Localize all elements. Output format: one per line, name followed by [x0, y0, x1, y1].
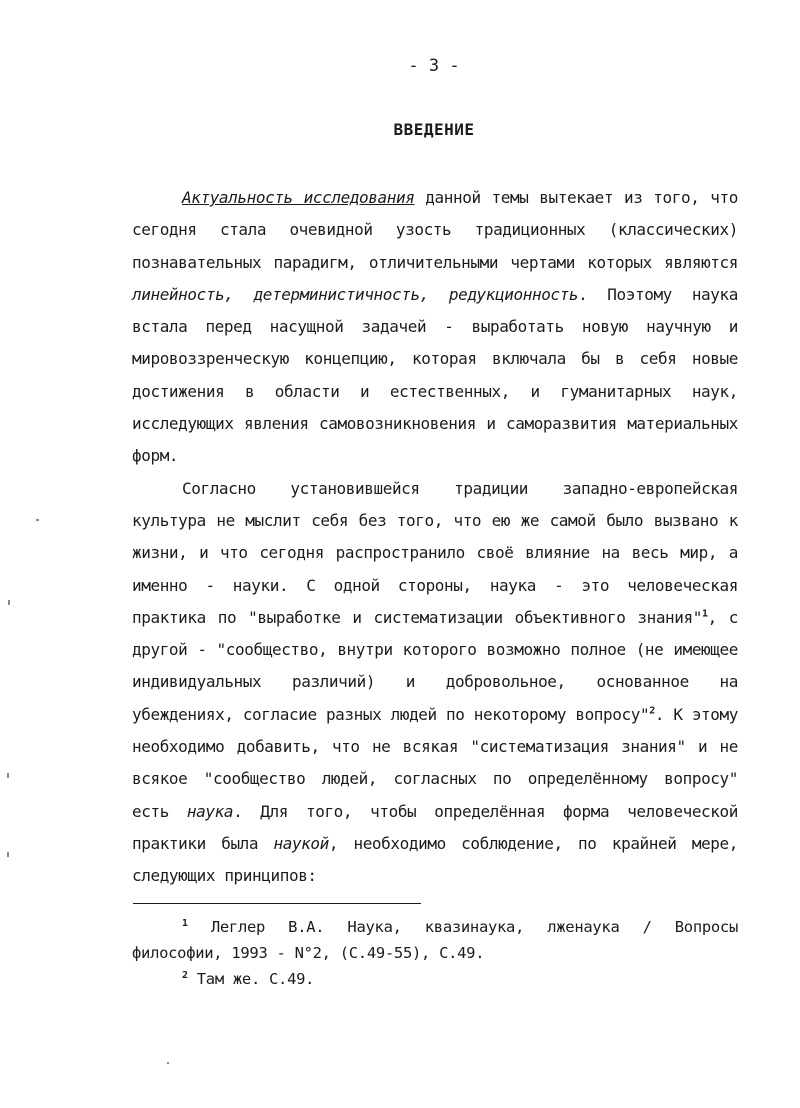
term-science: наука — [186, 801, 234, 821]
scan-speck — [7, 773, 9, 778]
page-title: ВВЕДЕНИЕ — [393, 120, 475, 139]
text-fragment: данной темы вытекает из того, что сегодня стала очевидной узость традиционных (классических) познавательных парадигм, отличительными чертами которых являются — [132, 188, 738, 272]
footnote-text: Там же. С.49. — [187, 970, 315, 988]
footnote-divider — [133, 903, 421, 904]
footnote-ref: 2 — [649, 705, 655, 717]
term-separator: , — [224, 284, 254, 304]
footnote-item — [132, 966, 738, 992]
term-linearity: линейность — [132, 284, 225, 304]
footnote-mark: 1 — [182, 917, 188, 929]
term-separator: , — [419, 284, 449, 304]
text-fragment: . Поэтому наука встала перед насущной задачей - выработать новую научную и мировоззренческую концепцию, которая включала бы в себя новые достижения в области и естественных, и гуманитарных наук, исследующих явления самовозникновения и саморазвития материальных форм. — [132, 284, 738, 466]
text-fragment: . К этому необходимо добавить, что не всякая "систематизация знания" и не всякое "сообщество людей, согласных по определённому вопросу" есть — [132, 704, 738, 821]
scan-speck — [7, 852, 9, 857]
scan-speck — [36, 519, 39, 521]
term-determinism: детерминистичность — [253, 284, 420, 304]
body-text — [132, 182, 738, 893]
paragraph-science — [132, 473, 738, 893]
footnote-ref: 1 — [702, 608, 708, 620]
footnote-mark: 2 — [182, 969, 188, 981]
term-reduction: редукционность — [448, 284, 579, 304]
footnote-text: Леглер В.А. Наука, квазинаука, лженаука / Вопросы философии, 1993 - N°2, (С.49-55), С.49. — [132, 918, 738, 962]
lead-term: Актуальность исследования — [182, 188, 415, 207]
scan-speck — [8, 600, 10, 605]
text-fragment: Согласно установившейся традиции западно-европейская культура не мыслит себя без того, что ею же самой было вызвано к жизни, и что сегодня распространило своё влияние на весь мир, а именно - науки. С одной стороны, наука - это человеческая практика по "выработке и систематизации объективного знания" — [132, 478, 738, 627]
footnotes — [132, 914, 738, 992]
text-fragment: . Для того, чтобы определённая форма человеческой практики была — [132, 801, 738, 853]
text-fragment: , с другой - "сообщество, внутри которого возможно полное (не имеющее индивидуальных различий) и добровольное, основанное на убеждениях, согласие разных людей по некоторому вопросу" — [132, 607, 738, 724]
page-number: - 3 - — [408, 56, 460, 76]
footnote-item — [132, 914, 738, 966]
text-fragment: , необходимо соблюдение, по крайней мере, следующих принципов: — [132, 833, 738, 886]
scan-speck — [167, 1062, 169, 1064]
term-science: наукой — [273, 833, 329, 853]
paragraph-relevance — [132, 182, 738, 473]
